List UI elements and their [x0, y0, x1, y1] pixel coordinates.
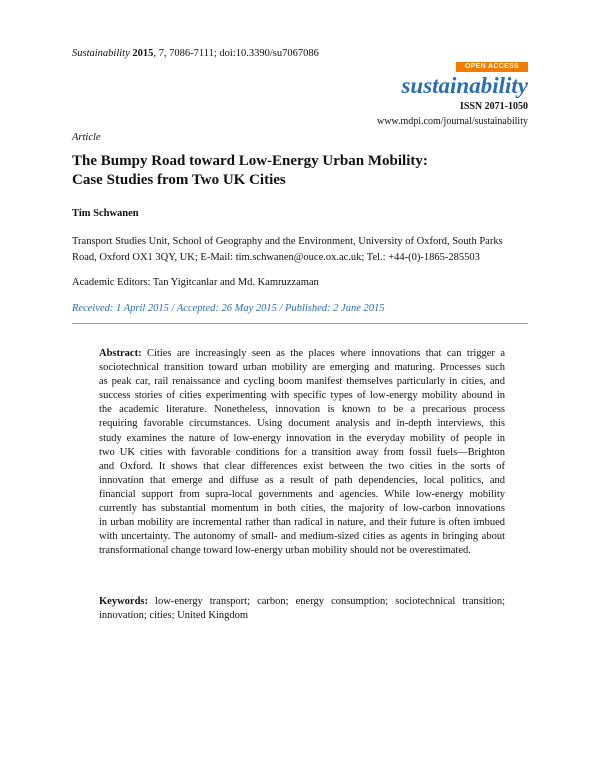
journal-url[interactable]: www.mdpi.com/journal/sustainability [376, 116, 528, 127]
academic-editors: Academic Editors: Tan Yigitcanlar and Md. Kamruzzaman [72, 277, 319, 288]
author-affiliation [72, 234, 530, 266]
header-divider [72, 323, 528, 324]
affiliation-line: Transport Studies Unit, School of Geography and the Environment, University of Oxford, South Parks [72, 236, 503, 247]
abstract-line: innovation that emerge and diffuse as a result of path dependencies, local politics, and [99, 474, 505, 486]
title-line: Case Studies from Two UK Cities [72, 172, 286, 188]
abstract-line: in urban mobility are incremental rather than radical in nature, and their future is often imbued [99, 517, 505, 529]
publication-dates: Received: 1 April 2015 / Accepted: 26 May 2015 / Published: 2 June 2015 [72, 303, 385, 314]
abstract-line: transformational change toward low-energy urban mobility should not be overestimated. [99, 545, 471, 557]
abstract [99, 347, 505, 558]
open-access-badge: OPEN ACCESS [456, 62, 528, 72]
citation-journal: Sustainability [72, 48, 130, 59]
author-name: Tim Schwanen [72, 208, 139, 219]
citation-year: 2015 [132, 48, 154, 59]
abstract-line: currently has substantial momentum in both cities, the majority of low-carbon innovations [99, 503, 505, 515]
issn: ISSN 2071-1050 [459, 101, 528, 112]
abstract-label: Abstract: [99, 348, 142, 359]
title-line: The Bumpy Road toward Low-Energy Urban Mobility: [72, 153, 428, 169]
keywords-line: Keywords: low-energy transport; carbon; energy consumption; sociotechnical transition; [99, 596, 505, 607]
citation-line [72, 47, 319, 61]
citation-volume-pages: , 7, 7086-7111; doi:10.3390/su7067086 [153, 48, 319, 59]
affiliation-line: Road, Oxford OX1 3QY, UK; E-Mail: tim.schwanen@ouce.ox.ac.uk; Tel.: +44-(0)-1865-285503 [72, 252, 480, 263]
abstract-line: as peak car, rail renaissance and cycling boom manifest themselves particularly in cities, and [99, 376, 505, 388]
article-title [72, 152, 532, 190]
abstract-line: sociotechnical transition toward urban mobility are emerging and maturing. Processes such [99, 362, 505, 374]
keywords [99, 595, 505, 623]
abstract-line: financial support from supra-local governments and agencies. While low-energy mobility [99, 488, 505, 500]
keywords-line: innovation; cities; United Kingdom [99, 610, 249, 622]
abstract-line: and Oxford. It shows that clear differences exist between the two cities in the sorts of [99, 460, 505, 472]
abstract-line: with uncertainty. The autonomy of small- and medium-sized cities as agents in bringing about [99, 531, 505, 543]
abstract-line: the academic literature. Nonetheless, innovation is known to be a precarious process [99, 404, 505, 416]
abstract-line: study examines the nature of low-energy innovation in the everyday mobility of people in [99, 432, 505, 444]
article-type: Article [72, 132, 101, 143]
journal-logo-name: sustainability [401, 73, 528, 98]
abstract-line: success stories of cities experimenting with specific types of low-energy mobility abound in [99, 390, 505, 402]
keywords-label: Keywords: [99, 596, 148, 607]
abstract-line: requiring favorable circumstances. Using document analysis and in-depth interviews, this [99, 418, 505, 430]
abstract-line: Abstract: Cities are increasingly seen as the places where innovations that can trigger a [99, 348, 505, 359]
abstract-line: two UK cities with favorable conditions for a transition away from fossil fuels—Brighton [99, 446, 505, 458]
